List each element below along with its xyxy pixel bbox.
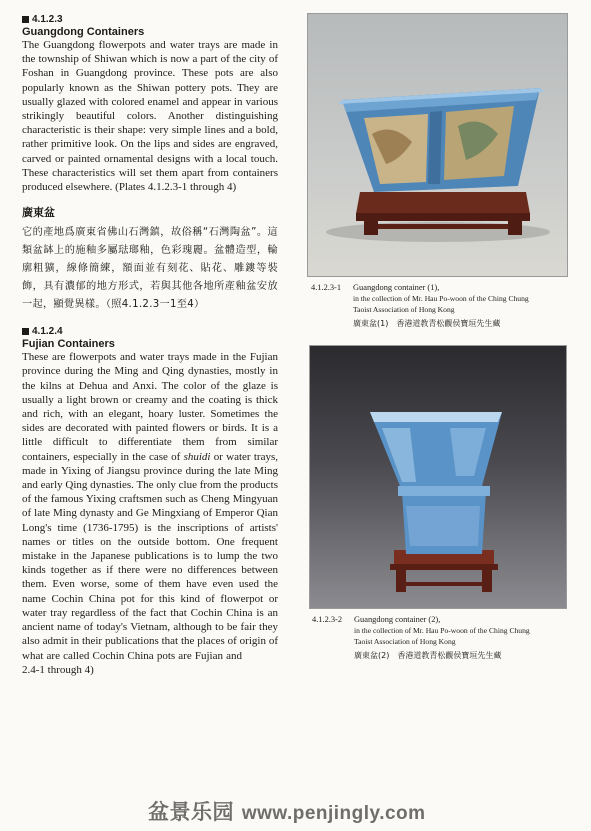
plate-title: Guangdong container (2),: [354, 615, 441, 624]
plate-number: 4.1.2.3-2: [312, 615, 343, 624]
plate-title: Guangdong container (1),: [353, 283, 440, 292]
section-number-guangdong: 4.1.2.3: [22, 14, 278, 25]
plate-chinese-caption: 廣東盆(1) 香港道教青松觀侯寶垣先生藏: [353, 319, 501, 328]
plate-number: 4.1.2.3-1: [311, 283, 342, 292]
site-watermark: [148, 796, 426, 826]
plate-photo-2: [309, 345, 567, 609]
fujian-body-text: These are flowerpots and water trays made in the Fujian province during the Ming and Qing dynasties, mostly in the kilns at Dehua and Anxi. The color of the glaze is usually a light brown or creamy and the coating is thick and rich, with an elegant, hoary luster. Sometimes the sides are decorated with painted flowers or birds. It is a little difficult to differentiate them from similar containers, especially in the case of shuidi or water trays, made in Yixing of Jiangsu province during the late Ming and early Qing dynasties. The only clue from the products of the famous Yixing craftsmen such as Cheng Mingyuan of late Ming dynasty and Ge Mingxiang of Emperor Qian Long's time (1736-1795) is the inscriptions of artists' names or titles on the outside bottom. One frequent mistake in the Japanese publications is to lump the two kinds together as if there were no differences between them. Even worse, some of them have even used the name Cochin China pot for this kind of flowerpot or water tray regardless of the fact that Cochin China is an ancient name of today's Vietnam, although to be fair they also admit in their publications that the places of origin of what are called Cochin China pots are Fujian and2.4-1 through 4): [22, 351, 278, 676]
guangdong-body-text: The Guangdong flowerpots and water trays are made in the township of Shiwan which is now a part of the city of Foshan in Guangdong province. These pots are also popularly known as the Shiwan pottery pots. They are usually glazed with colored enamel and appear in various strikingly beautiful colors. Another distinguishing characteristic is their shape: very simple lines and a bold, rather primitive look. On the lips and sides are engraved, carved or painted ornamental designs with a local touch. These characteristics will set them apart from containers produced elsewhere. (Plates 4.1.2.3-1 through 4): [22, 39, 278, 194]
plate-chinese-caption: 廣東盆(2) 香港道教青松觀侯寶垣先生藏: [354, 651, 502, 660]
watermark-url: www.penjingly.com: [241, 803, 426, 824]
plate-caption-2: [312, 614, 582, 661]
section-title-guangdong: Guangdong Containers: [22, 26, 145, 38]
section-number-fujian: 4.1.2.4: [22, 326, 278, 337]
watermark-chinese: 盆景乐园: [148, 800, 234, 824]
bullet-square-icon: [22, 328, 29, 335]
guangdong-chinese-body: 它的產地爲廣東省佛山石灣鎮，故俗稱“石灣陶盆”。這類盆缽上的施釉多屬琺瑯釉，色彩瑰麗。盆體造型，輪廓粗獷，線條簡練，額面並有刻花、貼花、雕鏤等裝飾，具有濃郁的地方形式，若與其他各地所產釉盆安放一起，顯覺異樣。（照4.1.2.3一1至4）: [22, 227, 278, 311]
bullet-square-icon: [22, 16, 29, 23]
plate-photo-1: [307, 13, 568, 277]
guangdong-pot-1-image: [308, 14, 567, 276]
plate-collection-line: Taoist Association of Hong Kong: [354, 637, 456, 646]
plate-collection-line: in the collection of Mr. Hau Po-woon of the Ching Chung: [353, 294, 529, 303]
guangdong-chinese-title: 廣東盆: [22, 206, 55, 220]
plate-caption-1: [311, 282, 581, 329]
guangdong-pot-2-image: [310, 346, 566, 608]
section-title-fujian: Fujian Containers: [22, 338, 115, 351]
left-column: [22, 14, 278, 677]
plate-collection-line: Taoist Association of Hong Kong: [353, 305, 455, 314]
plate-collection-line: in the collection of Mr. Hau Po-woon of the Ching Chung: [354, 626, 530, 635]
